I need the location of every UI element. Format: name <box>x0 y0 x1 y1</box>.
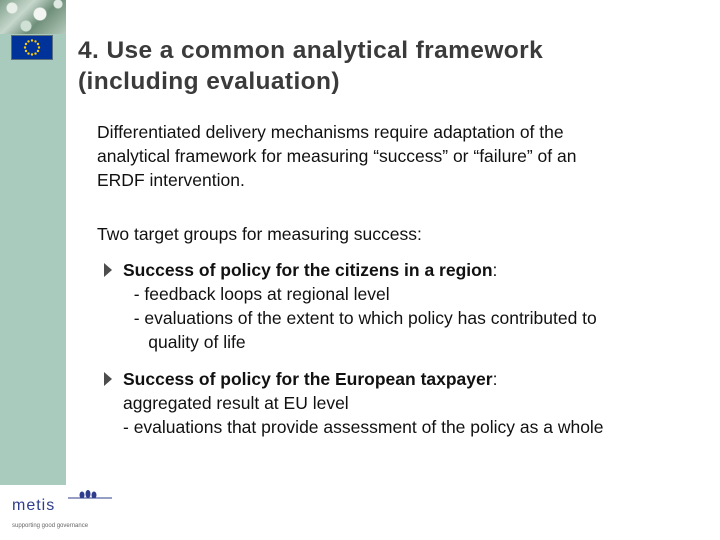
bullet-arrow-icon <box>104 263 112 277</box>
slide-title <box>78 35 698 97</box>
bullet-colon: : <box>492 260 498 280</box>
bullet-arrow-icon <box>104 372 112 386</box>
intro-line-3: ERDF intervention. <box>97 170 245 190</box>
logo-tagline: supporting good governance <box>12 523 89 529</box>
bullet-subline: aggregated result at EU level <box>123 393 349 413</box>
intro-paragraph <box>97 120 697 192</box>
intro-line-2: analytical framework for measuring “success” or “failure” of an <box>97 146 577 166</box>
eu-flag-icon <box>11 35 53 60</box>
left-decorative-band <box>0 0 66 540</box>
bullet-citizens <box>104 258 704 354</box>
bullet-taxpayer <box>104 367 704 439</box>
bullet-subline: - evaluations of the extent to which policy has contributed to <box>124 308 597 328</box>
logo-wordmark: metis <box>12 497 56 514</box>
intro-line-1: Differentiated delivery mechanisms require adaptation of the <box>97 122 564 142</box>
bullet-heading: Success of policy for the citizens in a region <box>123 260 493 280</box>
metis-logo <box>10 490 115 535</box>
bullet-subline: - evaluations that provide assessment of the policy as a whole <box>123 417 604 437</box>
birds-icon <box>66 490 114 506</box>
bullet-subline: - feedback loops at regional level <box>124 284 390 304</box>
header-photo <box>0 0 66 34</box>
title-line-2: (including evaluation) <box>78 68 340 95</box>
bullet-heading: Success of policy for the European taxpayer <box>123 369 493 389</box>
title-line-1: 4. Use a common analytical framework <box>78 37 544 64</box>
bullet-subline: quality of life <box>124 332 246 352</box>
target-groups-heading: Two target groups for measuring success: <box>97 224 422 244</box>
bullet-colon: : <box>492 369 498 389</box>
